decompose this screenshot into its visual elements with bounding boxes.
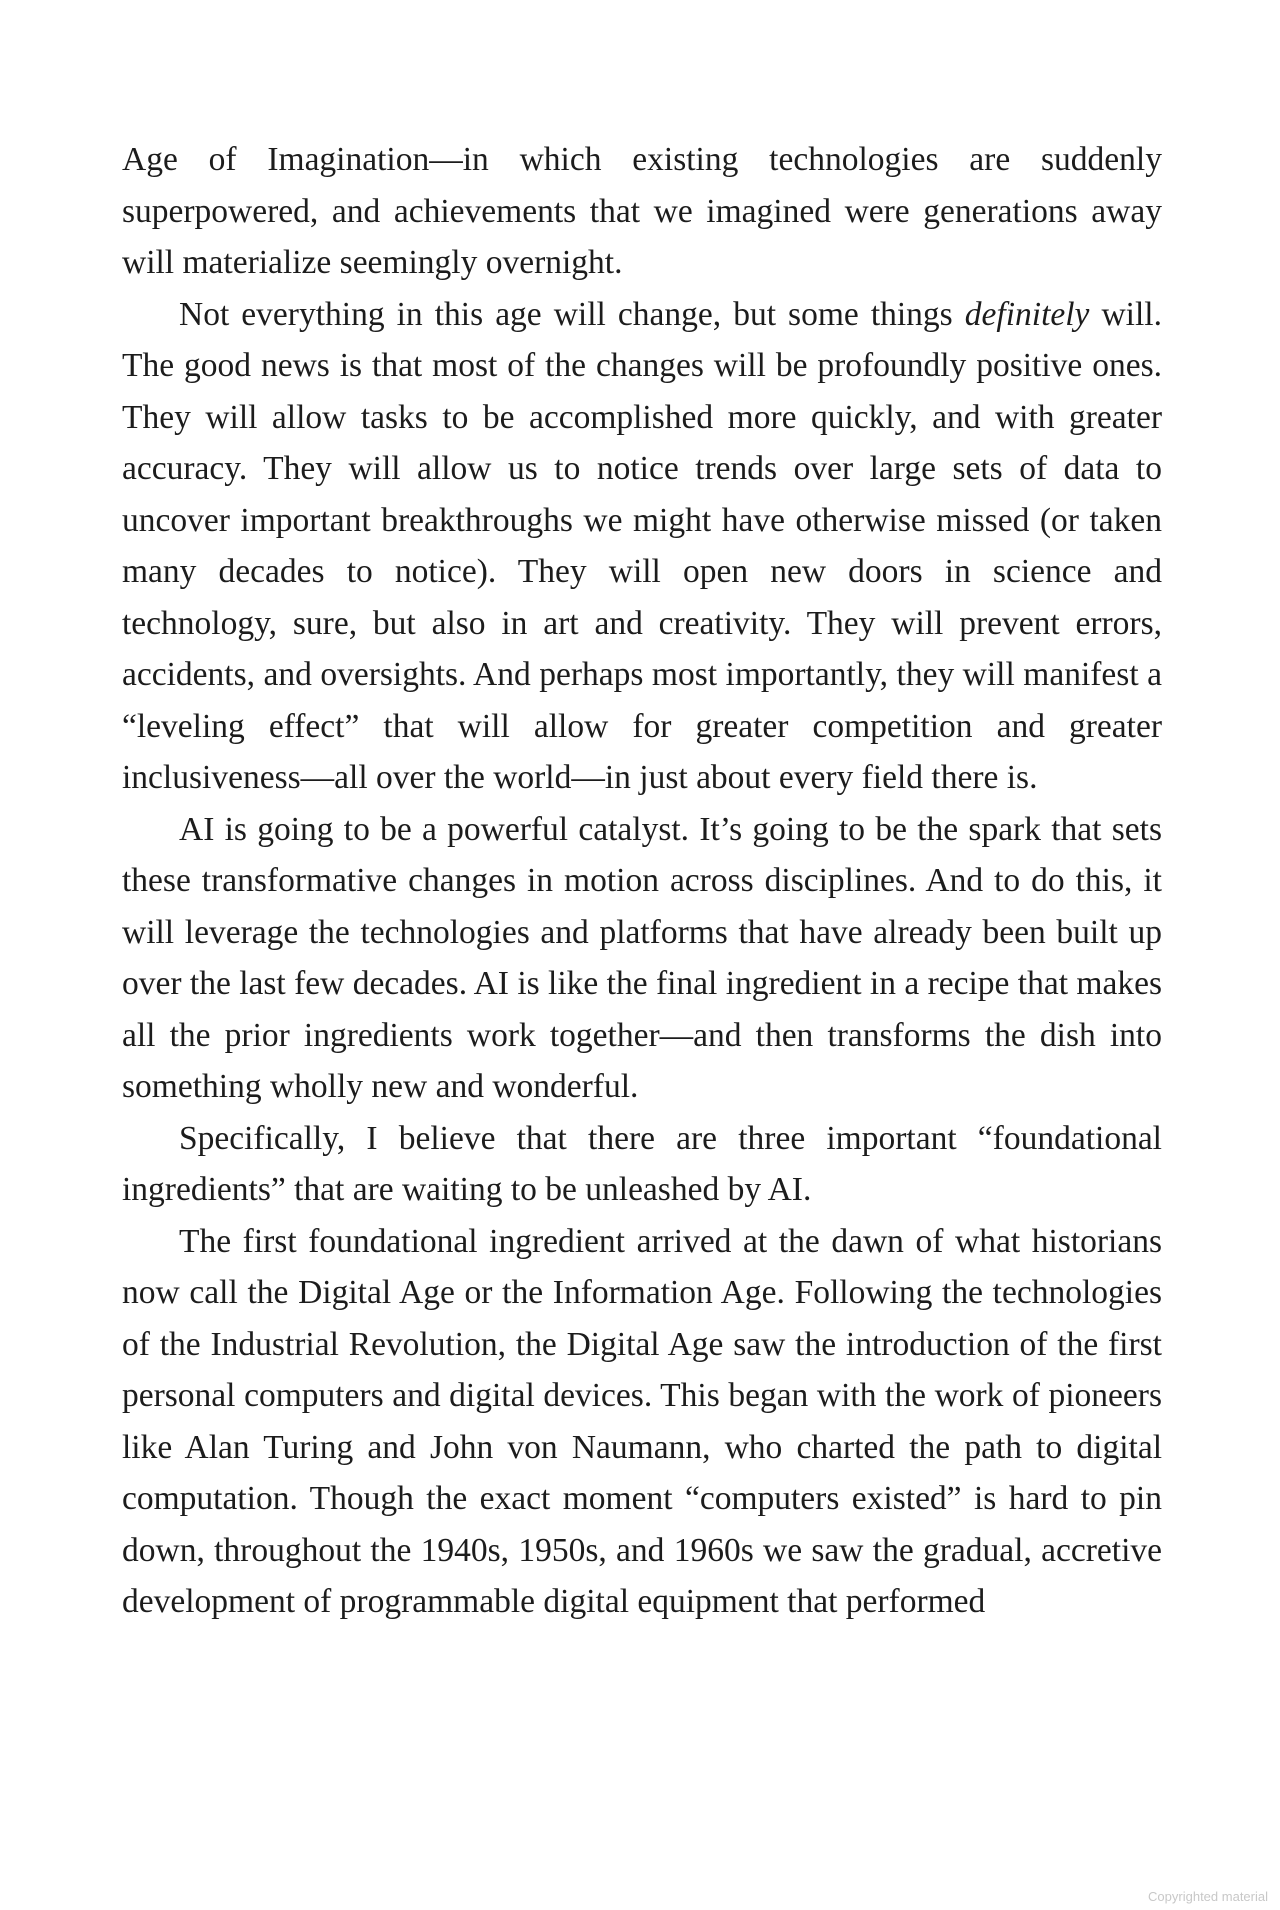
paragraph-first-ingredient: The first foundational ingredient arrived at the dawn of what historians now call the Digital Age or the Information Age. Following the technologies of the Industrial Revolution, the Digital Age saw the introduction of the first personal computers and digital devices. This began with the work of pioneers like Alan Turing and John von Naumann, who charted the path to digital computation. Though the exact moment “computers existed” is hard to pin down, throughout the 1940s, 1950s, and 1960s we saw the gradual, accretive development of programmable digital equipment that performed (122, 1222, 1162, 1620)
emphasis-definitely: definitely (964, 295, 1090, 333)
paragraph-age-of-imagination: Age of Imagination—in which existing technologies are suddenly superpowered, and achievements that we imagined were generations away will materialize seemingly overnight. (122, 141, 1162, 281)
paragraph-foundational-ingredients: Specifically, I believe that there are three important “foundational ingredients” that are waiting to be unleashed by AI. (122, 1119, 1162, 1208)
paragraph-text-end: will. The good news is that most of the changes will be profoundly positive ones. They will allow tasks to be accomplished more quickly, and with greater accuracy. They will allow us to notice trends over large sets of data to uncover important breakthroughs we might have otherwise missed (or taken many decades to notice). They will open new doors in science and technology, sure, but also in art and creativity. They will prevent errors, accidents, and oversights. And perhaps most importantly, they will manifest a “leveling effect” that will allow for greater competition and greater inclusiveness—all over the world—in just about every field there is. (122, 295, 1162, 796)
paragraph-text-start: Not everything in this age will change, but some things (179, 295, 965, 333)
copyright-watermark: Copyrighted material (1148, 1889, 1268, 1904)
paragraph-ai-catalyst: AI is going to be a powerful catalyst. It’s going to be the spark that sets these transformative changes in motion across disciplines. And to do this, it will leverage the technologies and platforms that have already been built up over the last few decades. AI is like the final ingredient in a recipe that makes all the prior ingredients work together—and then transforms the dish into something wholly new and wonderful. (122, 810, 1162, 1105)
book-page-body (122, 134, 1162, 1628)
paragraph-not-everything (122, 289, 1162, 804)
